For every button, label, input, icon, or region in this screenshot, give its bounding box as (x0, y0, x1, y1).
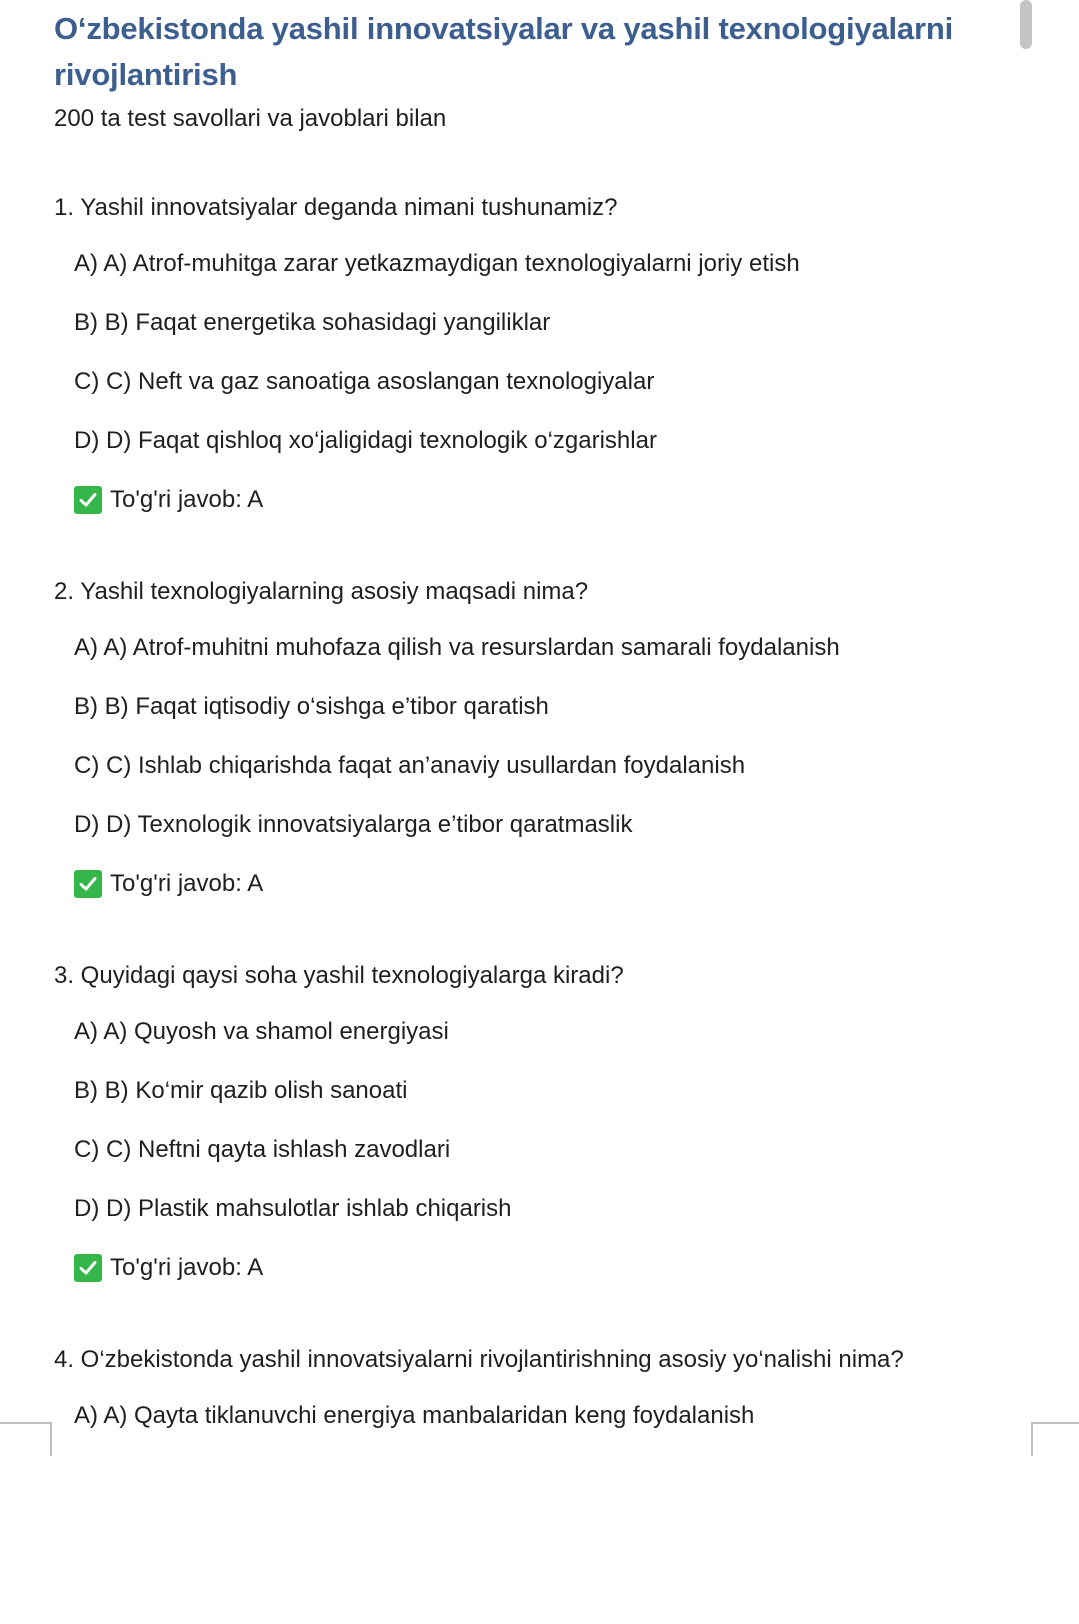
correct-answer (74, 869, 1034, 899)
option-b: B) B) Ko‘mir qazib olish sanoati (74, 1077, 408, 1104)
check-mark-icon (74, 486, 102, 514)
options-list (54, 249, 1034, 456)
option-a: A) A) Atrof-muhitga zarar yetkazmaydigan texnologiyalarni joriy etish (74, 250, 800, 277)
correct-answer (74, 1253, 1034, 1283)
check-mark-icon (74, 870, 102, 898)
question-3 (54, 961, 1034, 1283)
correct-answer-text: To'g'ri javob: A (110, 486, 264, 513)
question-text: 2. Yashil texnologiyalarning asosiy maqsadi nima? (54, 578, 589, 605)
document-subtitle: 200 ta test savollari va javoblari bilan (54, 105, 447, 132)
option-b: B) B) Faqat energetika sohasidagi yangiliklar (74, 309, 551, 336)
option-d: D) D) Texnologik innovatsiyalarga e’tibor qaratmaslik (74, 811, 633, 838)
option-c: C) C) Neftni qayta ishlash zavodlari (74, 1136, 451, 1163)
document-page (54, 6, 1034, 1460)
page-break-corner-right (1031, 1422, 1079, 1456)
options-list (54, 1017, 1034, 1224)
option-d: D) D) Plastik mahsulotlar ishlab chiqarish (74, 1195, 512, 1222)
question-text: 4. O‘zbekistonda yashil innovatsiyalarni rivojlantirishning asosiy yo‘nalishi nima? (54, 1346, 904, 1373)
question-2 (54, 577, 1034, 899)
option-b: B) B) Faqat iqtisodiy o‘sishga e’tibor qaratish (74, 693, 549, 720)
correct-answer-text: To'g'ri javob: A (110, 870, 264, 897)
question-4 (54, 1345, 1034, 1431)
option-a: A) A) Atrof-muhitni muhofaza qilish va resurslardan samarali foydalanish (74, 634, 840, 661)
option-a: A) A) Qayta tiklanuvchi energiya manbalaridan keng foydalanish (74, 1402, 755, 1429)
option-c: C) C) Ishlab chiqarishda faqat an’anaviy usullardan foydalanish (74, 752, 746, 779)
option-c: C) C) Neft va gaz sanoatiga asoslangan texnologiyalar (74, 368, 655, 395)
options-list (54, 633, 1034, 840)
check-mark-icon (74, 1254, 102, 1282)
page-break-corner-left (0, 1422, 52, 1456)
option-a: A) A) Quyosh va shamol energiyasi (74, 1018, 449, 1045)
question-text: 3. Quyidagi qaysi soha yashil texnologiyalarga kiradi? (54, 962, 624, 989)
correct-answer (74, 485, 1034, 515)
option-d: D) D) Faqat qishloq xo‘jaligidagi texnologik o‘zgarishlar (74, 427, 657, 454)
question-1 (54, 193, 1034, 515)
question-text: 1. Yashil innovatsiyalar deganda nimani tushunamiz? (54, 194, 618, 221)
options-list (54, 1401, 1034, 1431)
document-title: O‘zbekistonda yashil innovatsiyalar va yashil texnologiyalarni rivojlantirish (54, 11, 953, 92)
correct-answer-text: To'g'ri javob: A (110, 1254, 264, 1281)
